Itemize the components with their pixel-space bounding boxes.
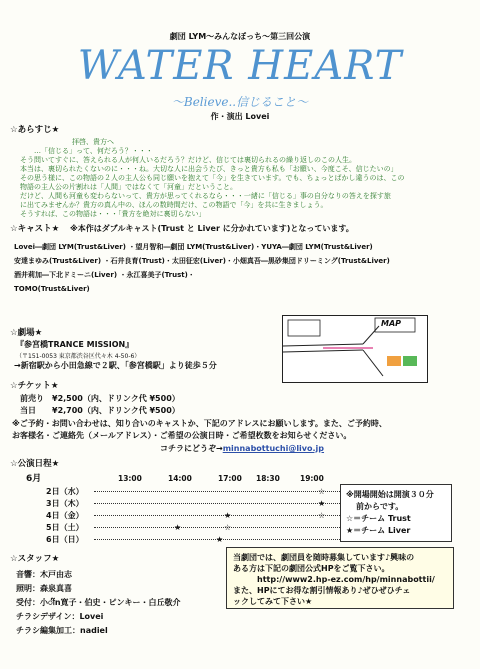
contact-email-link[interactable]: minnabottuchi@livo.jp (222, 444, 325, 453)
schedule-row (46, 486, 326, 498)
ticket-contact (160, 444, 324, 454)
staff-list (16, 568, 181, 638)
synopsis-line: 拝啓、貴方へ (72, 138, 114, 146)
notice-line: ☆＝チーム Trust (346, 514, 411, 523)
schedule-row (46, 510, 326, 522)
venue-heading: ☆劇場★ (10, 328, 43, 338)
page-title: WATER HEART (77, 43, 403, 89)
day-label: 6日（日） (46, 535, 84, 544)
notice-line: ※開場開始は開演３０分 (346, 490, 434, 499)
performance-mark: ★ (224, 511, 232, 520)
time-column: 13:00 (118, 474, 142, 483)
synopsis-line: に出てみませんか？貴方の真ん中の、ほんの数時間だけ、この物語で「今」を共に生きましょう。 (20, 201, 328, 209)
schedule-row (46, 534, 224, 546)
ticket-advance: 前売り ¥2,500（内、ドリンク代 ¥500） (20, 394, 180, 403)
contact-prefix: コチラにどうぞ→ (160, 444, 223, 453)
performance-mark: ☆ (224, 523, 232, 532)
performance-mark: ☆ (318, 511, 326, 520)
notice-line: ★＝チーム Liver (346, 526, 411, 535)
synopsis-heading: ☆あらすじ★ (10, 125, 60, 135)
cast-line: Lovei―劇団 LYM(Trust&Liver) ・望月智和―劇団 LYM(Trust&Liver)・YUYA―劇団 LYM(Trust&Liver) (14, 243, 373, 251)
map-label: MAP (381, 319, 402, 328)
schedule-notice (340, 484, 452, 542)
recruit-box (226, 547, 454, 609)
staff-line: 照明：森泉真喜 (16, 584, 72, 593)
synopsis-line: そうすれば、この物語は・・・「貴方を絶対に裏切らない」 (20, 210, 206, 218)
staff-line: チラシ編集加工：nadiel (16, 626, 108, 635)
day-label: 5日（土） (46, 523, 84, 532)
ticket-note-1: ※ご予約・お問い合わせは、知り合いのキャストか、下記のアドレスにお願いします。また、ご予約時、 (12, 419, 387, 428)
synopsis-line: そう問いてすぐに、答えられる人が何人いるだろう？だけど、信じては裏切られるの繰り返しのこの人生。 (20, 156, 356, 164)
day-label: 4日（金） (46, 511, 84, 520)
cast-line: TOMO(Trust&Liver) (14, 285, 90, 293)
schedule-rows (46, 486, 326, 546)
company-line: 劇団 LYM～みんなぼっち～第三回公演 (169, 32, 311, 41)
time-column: 18:30 (256, 474, 280, 483)
schedule-row (46, 498, 326, 510)
recruit-line: ックしてみて下さい★ (233, 597, 313, 606)
notice-line: 前からです。 (356, 502, 404, 511)
cast-line: 安達まゆみ(Trust&Liver) ・石井良育(Trust)・太田征宏(Liver)・小畑真吾―黒砂集団ドリーミング(Trust&Liver) (14, 257, 390, 265)
staff-line: 音響：木戸由志 (16, 570, 72, 579)
credit-line: 作・演出 Lovei (210, 112, 270, 121)
map-drawing (283, 316, 427, 382)
tickets-heading: ☆チケット★ (10, 381, 59, 391)
ticket-door: 当日 ¥2,700（内、ドリンク代 ¥500） (20, 406, 180, 415)
synopsis-line: だけど、人間も河童も変わらないって、貴方が思ってくれるなら・・・一緒に「信じる」事の自分なりの答えを探す旅 (20, 192, 391, 200)
cast-heading: ☆キャスト★ (10, 224, 60, 234)
venue-name: 『参宮橋TRANCE MISSION』 (16, 340, 134, 349)
synopsis-line: 本当は、裏切られたくないのに・・・ね。大切な人に出会うたび、きっと貴方も私も「お願い、今度こそ、信じたいの」 (20, 165, 398, 173)
schedule-row (46, 522, 232, 534)
time-column: 19:00 (300, 474, 324, 483)
ticket-note-2: お客様名・ご連絡先（メールアドレス）・ご希望の公演日時・ご希望枚数をお知らせください。 (12, 431, 352, 440)
venue-map (282, 315, 428, 383)
day-label: 2日（水） (46, 487, 84, 496)
performance-mark: ☆ (318, 487, 326, 496)
staff-line: 受付：小ींn寛子・伯史・ピンキー・白丘敬介 (16, 598, 181, 607)
time-column: 17:00 (218, 474, 242, 483)
cast-note: ※本作はダブルキャスト(Trust と Liver に分かれています)となっています。 (70, 224, 354, 233)
synopsis-body (20, 138, 474, 219)
recruit-line: 当劇団では、劇団員を随時募集しています♪興味の (233, 553, 415, 562)
time-column: 14:00 (168, 474, 192, 483)
performance-mark: ★ (216, 535, 224, 544)
performance-mark: ★ (174, 523, 182, 532)
schedule-month: 6月 (26, 474, 42, 484)
recruit-line: また、HPにてお得な割引情報あり♪ぜひぜひチェ (233, 586, 411, 595)
synopsis-line: 物語の主人公の片割れは「人間」ではなくて「河童」だということ。 (20, 183, 237, 191)
schedule-heading: ☆公演日程★ (10, 459, 60, 469)
staff-line: チラシデザイン：Lovei (16, 612, 104, 621)
cast-list (14, 240, 390, 296)
recruit-line: ある方は下記の劇団公式HPをご覧下さい。 (233, 564, 390, 573)
cast-line: 酒井莉加―下北ドミーニ(Liver) ・永江喜美子(Trust)・ (14, 271, 195, 279)
synopsis-line: その思う様に、この物語の２人の主人公も同じ願いを抱えて「今」を生きています。でも、ちょっとばかし違うのは、この (20, 174, 405, 182)
day-label: 3日（木） (46, 499, 84, 508)
venue-access: →新宿駅から小田急線で２駅、「参宮橋駅」より徒歩５分 (14, 361, 217, 370)
performance-mark: ★ (318, 499, 326, 508)
recruit-url-link[interactable]: http://www2.hp-ez.com/hp/minnabottii/ (257, 575, 435, 584)
synopsis-line: …「信じる」って、何だろう？・・・ (34, 147, 153, 155)
staff-heading: ☆スタッフ★ (10, 554, 60, 564)
subtitle: ～Believe..信じること～ (171, 95, 309, 109)
venue-address: （〒151-0053 東京都渋谷区代々木 4-50-6） (16, 353, 141, 360)
